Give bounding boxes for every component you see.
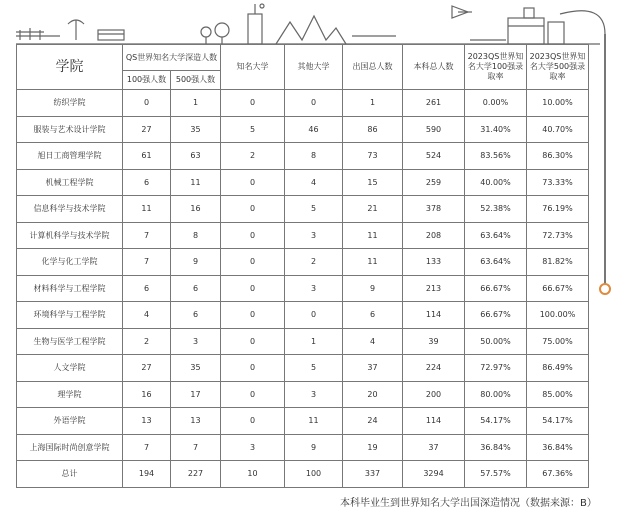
cell-abroad: 11: [343, 222, 403, 249]
cell-famous: 0: [221, 275, 285, 302]
cell-abroad: 21: [343, 196, 403, 223]
accent-dot-icon: [599, 283, 611, 295]
cell-famous: 0: [221, 196, 285, 223]
cell-top500: 16: [171, 196, 221, 223]
cell-famous: 3: [221, 434, 285, 461]
header-rate500: 2023QS世界知名大学500强录取率: [527, 45, 589, 90]
cell-rate500: 36.84%: [527, 434, 589, 461]
cell-top100: 16: [123, 381, 171, 408]
cell-rate500: 81.82%: [527, 249, 589, 276]
cell-top100: 0: [123, 90, 171, 117]
cell-rate100: 63.64%: [465, 249, 527, 276]
cell-rate500: 72.73%: [527, 222, 589, 249]
cell-rate500: 100.00%: [527, 302, 589, 329]
cell-other: 2: [285, 249, 343, 276]
cell-rate100: 80.00%: [465, 381, 527, 408]
cell-rate500: 76.19%: [527, 196, 589, 223]
cell-famous: 5: [221, 116, 285, 143]
cell-top100: 27: [123, 355, 171, 382]
cell-top500: 35: [171, 355, 221, 382]
cell-rate100: 31.40%: [465, 116, 527, 143]
cell-top100: 4: [123, 302, 171, 329]
cell-name: 外语学院: [17, 408, 123, 435]
cell-rate500: 54.17%: [527, 408, 589, 435]
cell-famous: 0: [221, 381, 285, 408]
cell-abroad: 24: [343, 408, 403, 435]
cell-rate100: 63.64%: [465, 222, 527, 249]
table-row: [17, 90, 589, 117]
cell-name: 计算机科学与技术学院: [17, 222, 123, 249]
cell-rate100: 83.56%: [465, 143, 527, 170]
cell-rate100: 0.00%: [465, 90, 527, 117]
cell-top500: 7: [171, 434, 221, 461]
table-row: [17, 328, 589, 355]
cell-abroad: 11: [343, 249, 403, 276]
cell-other: 5: [285, 196, 343, 223]
cell-rate100: 52.38%: [465, 196, 527, 223]
cell-top500: 227: [171, 461, 221, 488]
cell-rate500: 67.36%: [527, 461, 589, 488]
table-row: [17, 169, 589, 196]
cell-name: 纺织学院: [17, 90, 123, 117]
cell-top500: 6: [171, 275, 221, 302]
cell-famous: 0: [221, 355, 285, 382]
cell-top100: 7: [123, 434, 171, 461]
table-row: [17, 408, 589, 435]
cell-other: 100: [285, 461, 343, 488]
cell-undergrad: 378: [403, 196, 465, 223]
cell-name: 理学院: [17, 381, 123, 408]
cell-rate100: 50.00%: [465, 328, 527, 355]
cell-other: 8: [285, 143, 343, 170]
table-row: [17, 302, 589, 329]
cell-top100: 13: [123, 408, 171, 435]
cell-rate100: 40.00%: [465, 169, 527, 196]
cell-top100: 61: [123, 143, 171, 170]
header-famous: 知名大学: [221, 45, 285, 90]
cell-top100: 7: [123, 249, 171, 276]
header-other: 其他大学: [285, 45, 343, 90]
cell-abroad: 86: [343, 116, 403, 143]
header-rate100: 2023QS世界知名大学100强录取率: [465, 45, 527, 90]
cell-undergrad: 39: [403, 328, 465, 355]
cell-name: 上海国际时尚创意学院: [17, 434, 123, 461]
cell-famous: 0: [221, 169, 285, 196]
header-college: 学院: [17, 45, 123, 90]
cell-name: 人文学院: [17, 355, 123, 382]
table-caption: 本科毕业生到世界知名大学出国深造情况（数据来源：B）: [340, 498, 597, 509]
cell-name: 机械工程学院: [17, 169, 123, 196]
cell-famous: 0: [221, 328, 285, 355]
cell-name: 化学与化工学院: [17, 249, 123, 276]
cell-rate500: 86.49%: [527, 355, 589, 382]
cell-famous: 0: [221, 222, 285, 249]
cell-top100: 194: [123, 461, 171, 488]
qs-admission-table: [16, 44, 589, 488]
header-abroad-total: 出国总人数: [343, 45, 403, 90]
cell-rate100: 66.67%: [465, 302, 527, 329]
cell-other: 3: [285, 222, 343, 249]
cell-top100: 27: [123, 116, 171, 143]
cell-top100: 11: [123, 196, 171, 223]
skyline-illustration-icon: [0, 0, 624, 46]
cell-undergrad: 200: [403, 381, 465, 408]
cell-rate100: 72.97%: [465, 355, 527, 382]
airplane-icon: [452, 6, 472, 18]
cell-other: 3: [285, 381, 343, 408]
cell-other: 3: [285, 275, 343, 302]
cell-name: 信息科学与技术学院: [17, 196, 123, 223]
cell-top500: 35: [171, 116, 221, 143]
cell-top500: 11: [171, 169, 221, 196]
cell-name: 总计: [17, 461, 123, 488]
cell-name: 生物与医学工程学院: [17, 328, 123, 355]
cell-name: 服装与艺术设计学院: [17, 116, 123, 143]
cell-other: 46: [285, 116, 343, 143]
cell-rate100: 36.84%: [465, 434, 527, 461]
table-row: [17, 381, 589, 408]
cell-abroad: 19: [343, 434, 403, 461]
cell-other: 4: [285, 169, 343, 196]
cell-undergrad: 114: [403, 302, 465, 329]
table-row: [17, 461, 589, 488]
table-row: [17, 143, 589, 170]
cell-famous: 0: [221, 249, 285, 276]
cell-abroad: 1: [343, 90, 403, 117]
cell-abroad: 337: [343, 461, 403, 488]
cell-undergrad: 259: [403, 169, 465, 196]
cell-rate100: 66.67%: [465, 275, 527, 302]
cell-rate500: 66.67%: [527, 275, 589, 302]
header-undergrad-total: 本科总人数: [403, 45, 465, 90]
cell-undergrad: 261: [403, 90, 465, 117]
cell-abroad: 37: [343, 355, 403, 382]
cell-undergrad: 524: [403, 143, 465, 170]
cell-rate500: 86.30%: [527, 143, 589, 170]
table-row: [17, 275, 589, 302]
header-top500: 500强人数: [171, 71, 221, 90]
cell-rate500: 85.00%: [527, 381, 589, 408]
cell-other: 0: [285, 90, 343, 117]
cell-other: 0: [285, 302, 343, 329]
cell-famous: 0: [221, 302, 285, 329]
cell-top100: 6: [123, 275, 171, 302]
cell-famous: 10: [221, 461, 285, 488]
cell-undergrad: 213: [403, 275, 465, 302]
table-row: [17, 196, 589, 223]
cell-famous: 2: [221, 143, 285, 170]
cell-famous: 0: [221, 408, 285, 435]
cell-name: 旭日工商管理学院: [17, 143, 123, 170]
cell-abroad: 6: [343, 302, 403, 329]
cell-top500: 9: [171, 249, 221, 276]
cell-rate500: 73.33%: [527, 169, 589, 196]
cell-rate100: 57.57%: [465, 461, 527, 488]
table-row: [17, 249, 589, 276]
table-row: [17, 355, 589, 382]
cell-rate100: 54.17%: [465, 408, 527, 435]
cell-famous: 0: [221, 90, 285, 117]
cell-abroad: 4: [343, 328, 403, 355]
cell-other: 11: [285, 408, 343, 435]
table-row: [17, 116, 589, 143]
cell-top500: 13: [171, 408, 221, 435]
cell-abroad: 73: [343, 143, 403, 170]
cell-undergrad: 208: [403, 222, 465, 249]
cell-undergrad: 3294: [403, 461, 465, 488]
cell-top500: 17: [171, 381, 221, 408]
cell-rate500: 75.00%: [527, 328, 589, 355]
cell-undergrad: 133: [403, 249, 465, 276]
cell-name: 环境科学与工程学院: [17, 302, 123, 329]
cell-undergrad: 114: [403, 408, 465, 435]
side-divider-line: [604, 34, 606, 284]
cell-abroad: 15: [343, 169, 403, 196]
cell-other: 1: [285, 328, 343, 355]
cell-other: 5: [285, 355, 343, 382]
cell-top100: 7: [123, 222, 171, 249]
cell-undergrad: 590: [403, 116, 465, 143]
cell-top500: 6: [171, 302, 221, 329]
cell-top100: 6: [123, 169, 171, 196]
cell-rate500: 40.70%: [527, 116, 589, 143]
cell-abroad: 20: [343, 381, 403, 408]
cell-name: 材料科学与工程学院: [17, 275, 123, 302]
cell-rate500: 10.00%: [527, 90, 589, 117]
header-top100: 100强人数: [123, 71, 171, 90]
cell-undergrad: 37: [403, 434, 465, 461]
cell-undergrad: 224: [403, 355, 465, 382]
cell-abroad: 9: [343, 275, 403, 302]
cell-other: 9: [285, 434, 343, 461]
table-row: [17, 222, 589, 249]
cell-top500: 8: [171, 222, 221, 249]
table-row: [17, 434, 589, 461]
cell-top500: 63: [171, 143, 221, 170]
cell-top500: 3: [171, 328, 221, 355]
header-qs-group: QS世界知名大学深造人数: [123, 45, 221, 71]
cell-top500: 1: [171, 90, 221, 117]
cell-top100: 2: [123, 328, 171, 355]
